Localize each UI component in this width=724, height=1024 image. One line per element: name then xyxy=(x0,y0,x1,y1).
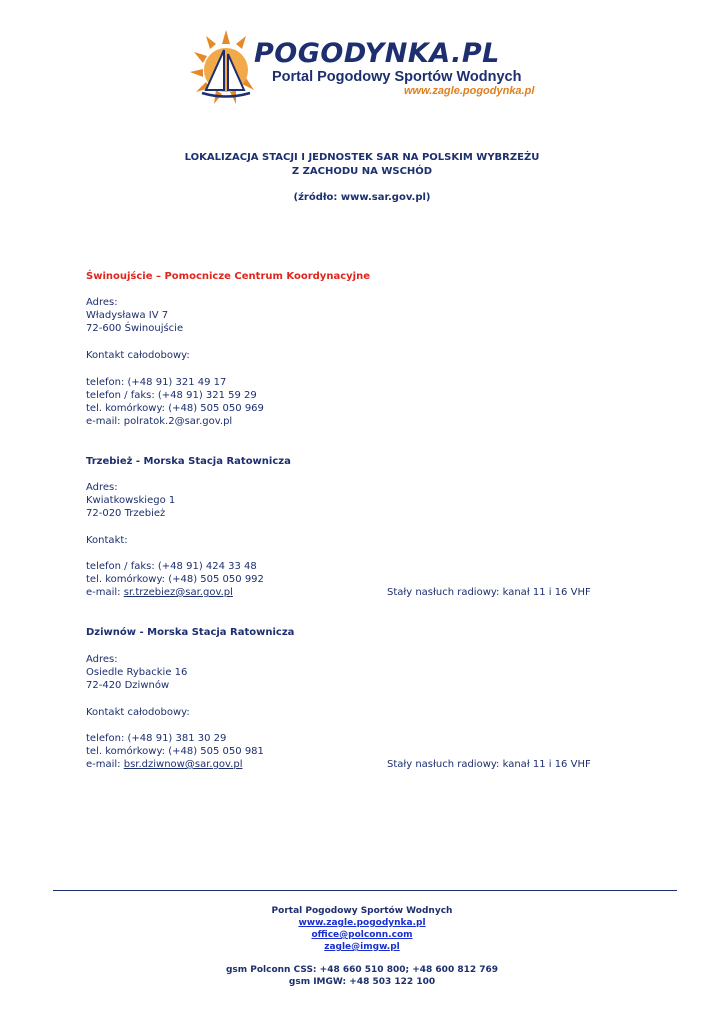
logo-title: POGODYNKA.PL xyxy=(254,38,500,69)
address-street: Władysława IV 7 xyxy=(86,310,169,321)
logo-subtitle: Portal Pogodowy Sportów Wodnych xyxy=(272,69,522,85)
email-link-trzebiez[interactable]: sr.trzebiez@sar.gov.pl xyxy=(123,587,233,598)
address-label: Adres: xyxy=(86,482,118,493)
radio-info: Stały nasłuch radiowy: kanał 11 i 16 VHF xyxy=(387,759,591,770)
contact-email-row xyxy=(86,759,242,770)
email-prefix: e-mail: xyxy=(86,587,124,598)
footer-link-imgw-email[interactable]: zagle@imgw.pl xyxy=(324,942,400,952)
contact-line: telefon / faks: (+48 91) 424 33 48 xyxy=(86,561,257,572)
section-title-swinoujscie: Świnoujście – Pomocnicze Centrum Koordynacyjne xyxy=(86,271,370,282)
document-title-line-1: LOKALIZACJA STACJI I JEDNOSTEK SAR NA POLSKIM WYBRZEŻU xyxy=(184,152,540,163)
site-logo xyxy=(186,28,546,108)
contact-line: telefon: (+48 91) 381 30 29 xyxy=(86,733,227,744)
logo-url: www.zagle.pogodynka.pl xyxy=(404,85,535,97)
footer-title: Portal Pogodowy Sportów Wodnych xyxy=(271,906,453,916)
footer-link-website[interactable]: www.zagle.pogodynka.pl xyxy=(298,918,426,928)
footer-divider xyxy=(53,890,677,891)
contact-line: telefon: (+48 91) 321 49 17 xyxy=(86,377,227,388)
contact-line: tel. komórkowy: (+48) 505 050 981 xyxy=(86,746,264,757)
contact-label: Kontakt: xyxy=(86,535,128,546)
address-city: 72-420 Dziwnów xyxy=(86,680,170,691)
document-source: (źródło: www.sar.gov.pl) xyxy=(293,192,431,203)
section-title-dziwnow: Dziwnów - Morska Stacja Ratownicza xyxy=(86,627,295,638)
contact-email: e-mail: polratok.2@sar.gov.pl xyxy=(86,416,233,427)
address-street: Kwiatkowskiego 1 xyxy=(86,495,176,506)
document-title-line-2: Z ZACHODU NA WSCHÓD xyxy=(291,166,433,177)
email-link-dziwnow[interactable]: bsr.dziwnow@sar.gov.pl xyxy=(123,759,243,770)
footer-gsm-polconn: gsm Polconn CSS: +48 660 510 800; +48 600 812 769 xyxy=(225,965,499,975)
contact-line: telefon / faks: (+48 91) 321 59 29 xyxy=(86,390,257,401)
email-prefix: e-mail: xyxy=(86,759,124,770)
address-street: Osiedle Rybackie 16 xyxy=(86,667,188,678)
contact-line: tel. komórkowy: (+48) 505 050 992 xyxy=(86,574,264,585)
contact-email-row xyxy=(86,587,233,598)
address-city: 72-600 Świnoujście xyxy=(86,323,184,334)
address-label: Adres: xyxy=(86,654,118,665)
contact-line: tel. komórkowy: (+48) 505 050 969 xyxy=(86,403,264,414)
address-city: 72-020 Trzebież xyxy=(86,508,166,519)
address-label: Adres: xyxy=(86,297,118,308)
contact-label: Kontakt całodobowy: xyxy=(86,350,190,361)
footer-gsm-imgw: gsm IMGW: +48 503 122 100 xyxy=(288,977,436,987)
section-title-trzebiez: Trzebież - Morska Stacja Ratownicza xyxy=(86,456,291,467)
contact-label: Kontakt całodobowy: xyxy=(86,707,190,718)
footer-link-office-email[interactable]: office@polconn.com xyxy=(311,930,413,940)
radio-info: Stały nasłuch radiowy: kanał 11 i 16 VHF xyxy=(387,587,591,598)
